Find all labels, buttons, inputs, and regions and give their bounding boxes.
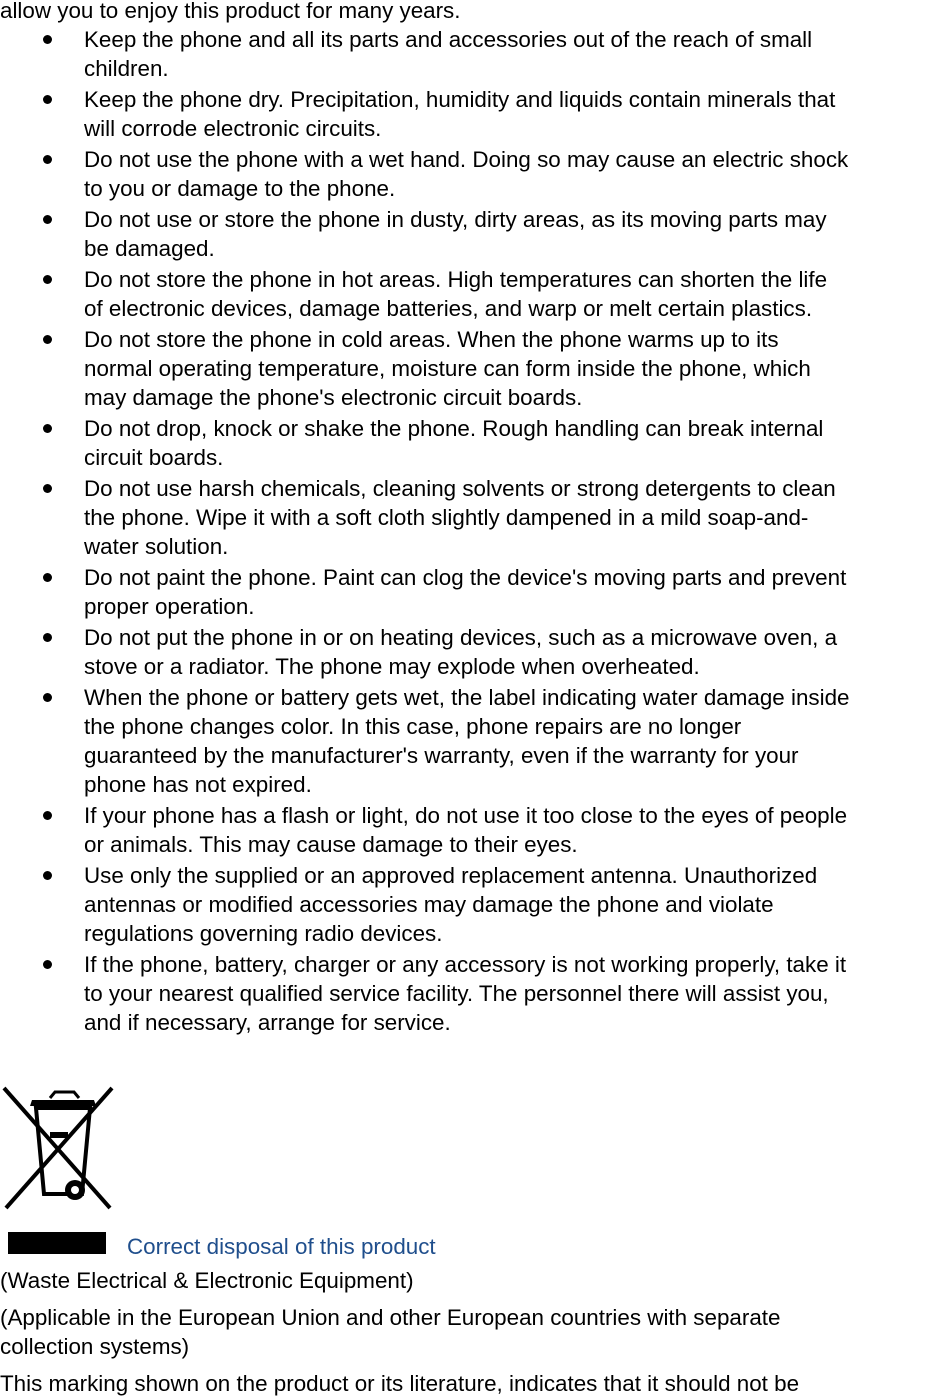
list-item (0, 325, 937, 412)
weee-subtitle: (Waste Electrical & Electronic Equipment) (0, 1268, 414, 1293)
list-item-line: Keep the phone and all its parts and accessories out of the reach of small (84, 27, 813, 52)
list-item-line: water solution. (84, 534, 229, 559)
list-item-line: Do not put the phone in or on heating devices, such as a microwave oven, a (84, 625, 838, 650)
list-item-line: normal operating temperature, moisture can form inside the phone, which (84, 356, 811, 381)
list-item-line: the phone changes color. In this case, phone repairs are no longer (84, 714, 742, 739)
bullet-dot-icon (43, 35, 52, 44)
list-item-line: be damaged. (84, 236, 215, 261)
bullet-dot-icon (43, 633, 52, 642)
list-item-line: Do not drop, knock or shake the phone. Rough handling can break internal (84, 416, 824, 441)
list-item-line: If the phone, battery, charger or any accessory is not working properly, take it (84, 952, 847, 977)
list-item-line: guaranteed by the manufacturer's warranty, even if the warranty for your (84, 743, 799, 768)
list-item (0, 861, 937, 948)
bullet-dot-icon (43, 215, 52, 224)
list-item (0, 623, 937, 681)
list-item-line: to you or damage to the phone. (84, 176, 396, 201)
list-item (0, 474, 937, 561)
list-item-line: proper operation. (84, 594, 255, 619)
bullet-dot-icon (43, 484, 52, 493)
safety-precautions-list (0, 25, 937, 1039)
list-item (0, 414, 937, 472)
list-item-line: Do not use the phone with a wet hand. Doing so may cause an electric shock (84, 147, 849, 172)
bullet-dot-icon (43, 155, 52, 164)
list-item-line: Do not store the phone in hot areas. High temperatures can shorten the life (84, 267, 828, 292)
bullet-dot-icon (43, 693, 52, 702)
list-item-line: stove or a radiator. The phone may explode when overheated. (84, 654, 700, 679)
list-item (0, 563, 937, 621)
list-item-line: Do not use or store the phone in dusty, dirty areas, as its moving parts may (84, 207, 827, 232)
list-item-line: antennas or modified accessories may damage the phone and violate (84, 892, 774, 917)
bullet-dot-icon (43, 573, 52, 582)
list-item (0, 683, 937, 799)
disposal-heading: Correct disposal of this product (127, 1234, 436, 1259)
list-item (0, 85, 937, 143)
list-item (0, 25, 937, 83)
list-item-line: circuit boards. (84, 445, 224, 470)
list-item-line: phone has not expired. (84, 772, 312, 797)
list-item (0, 801, 937, 859)
list-item-line: When the phone or battery gets wet, the label indicating water damage inside (84, 685, 850, 710)
list-item (0, 265, 937, 323)
bullet-dot-icon (43, 424, 52, 433)
list-item (0, 205, 937, 263)
list-item-line: Do not store the phone in cold areas. When the phone warms up to its (84, 327, 779, 352)
list-item-line: the phone. Wipe it with a soft cloth slightly dampened in a mild soap-and- (84, 505, 809, 530)
list-item-line: of electronic devices, damage batteries, and warp or melt certain plastics. (84, 296, 813, 321)
list-item-line: may damage the phone's electronic circuit boards. (84, 385, 583, 410)
disposal-body-line: This marking shown on the product or its literature, indicates that it should not be (0, 1371, 800, 1396)
heading-marker-bar (8, 1232, 106, 1254)
applicability-line-2: collection systems) (0, 1334, 190, 1359)
list-item-line: to your nearest qualified service facility. The personnel there will assist you, (84, 981, 829, 1006)
list-item-line: children. (84, 56, 169, 81)
list-item-line: Do not use harsh chemicals, cleaning solvents or strong detergents to clean (84, 476, 836, 501)
bullet-dot-icon (43, 275, 52, 284)
list-item-line: and if necessary, arrange for service. (84, 1010, 451, 1035)
bullet-dot-icon (43, 871, 52, 880)
list-item-line: Keep the phone dry. Precipitation, humidity and liquids contain minerals that (84, 87, 836, 112)
list-item-line: Use only the supplied or an approved replacement antenna. Unauthorized (84, 863, 818, 888)
list-item-line: will corrode electronic circuits. (84, 116, 382, 141)
list-item-line: or animals. This may cause damage to their eyes. (84, 832, 578, 857)
bullet-dot-icon (43, 811, 52, 820)
crossed-out-wheelie-bin-icon (2, 1086, 114, 1210)
list-item (0, 950, 937, 1037)
applicability-line-1: (Applicable in the European Union and other European countries with separate (0, 1305, 781, 1330)
bullet-dot-icon (43, 95, 52, 104)
list-item (0, 145, 937, 203)
bullet-dot-icon (43, 335, 52, 344)
bullet-dot-icon (43, 960, 52, 969)
intro-line: allow you to enjoy this product for many years. (0, 0, 461, 23)
list-item-line: If your phone has a flash or light, do not use it too close to the eyes of people (84, 803, 848, 828)
list-item-line: Do not paint the phone. Paint can clog the device's moving parts and prevent (84, 565, 847, 590)
list-item-line: regulations governing radio devices. (84, 921, 443, 946)
